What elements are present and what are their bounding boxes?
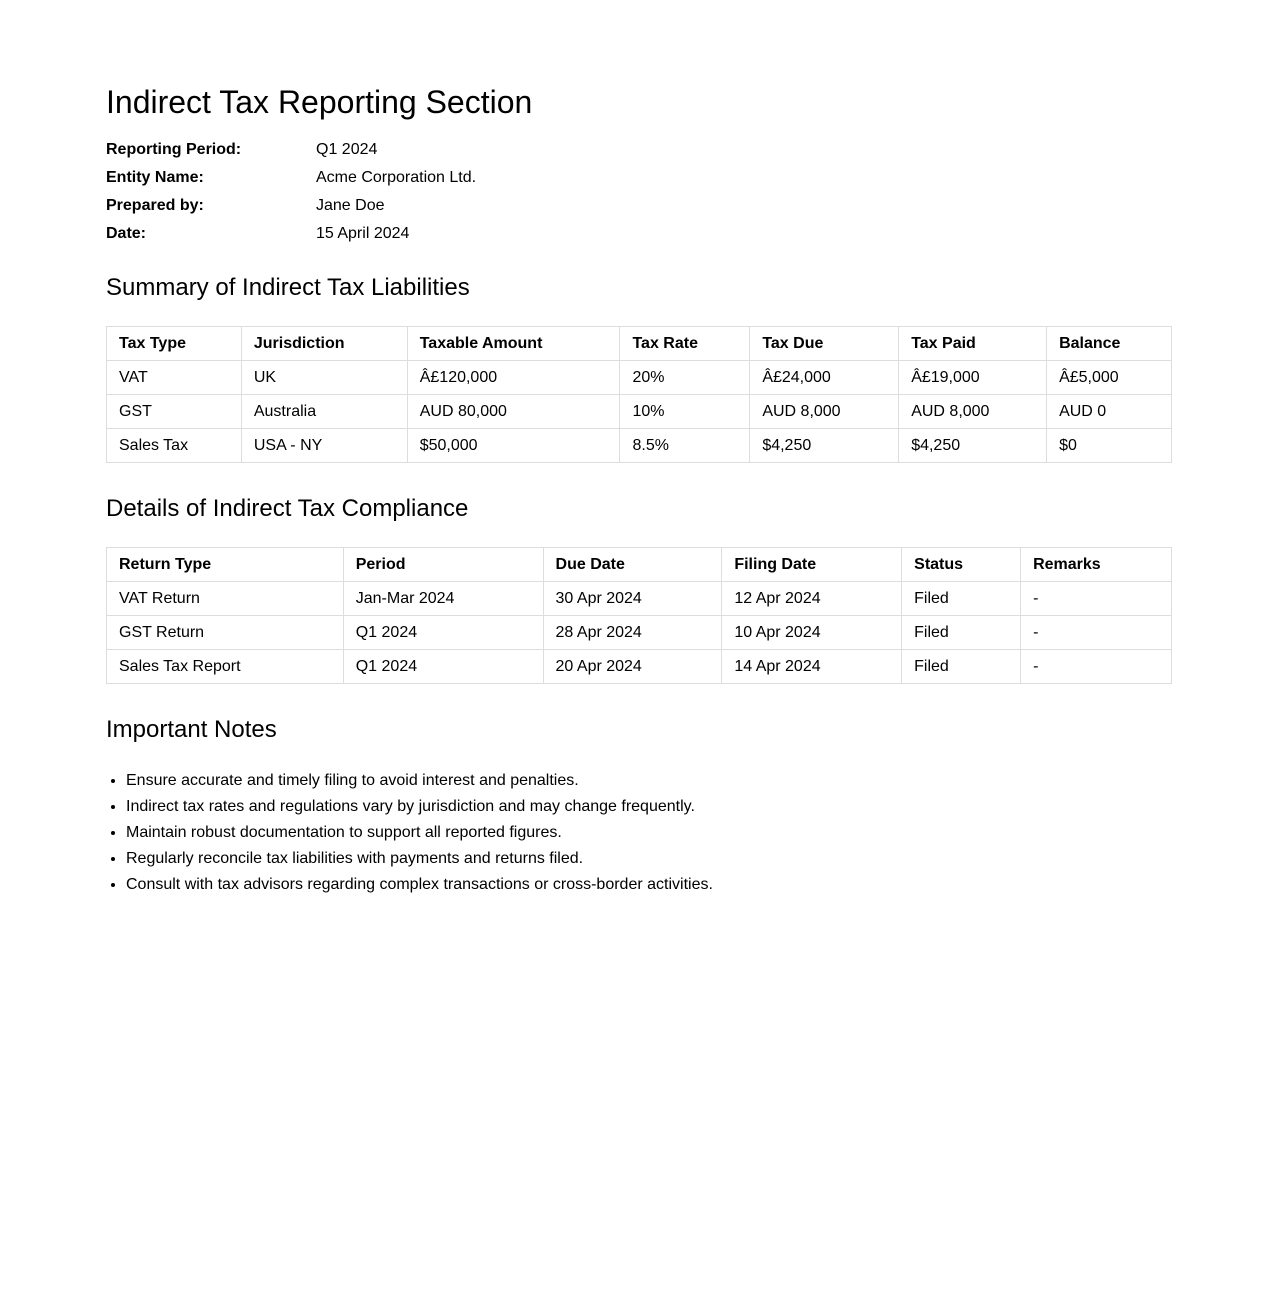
table-cell: $4,250 — [899, 429, 1047, 463]
list-item: • Maintain robust documentation to support all reported figures. — [126, 820, 1172, 846]
compliance-table — [106, 547, 1172, 684]
table-cell: 10 Apr 2024 — [722, 616, 902, 650]
column-header: Status — [902, 548, 1021, 582]
column-header: Period — [343, 548, 543, 582]
table-cell: GST — [107, 395, 242, 429]
table-cell: AUD 80,000 — [407, 395, 620, 429]
column-header: Jurisdiction — [241, 327, 407, 361]
table-cell: 28 Apr 2024 — [543, 616, 722, 650]
list-item: • Indirect tax rates and regulations vary by jurisdiction and may change frequently. — [126, 794, 1172, 820]
table-row — [107, 582, 1172, 616]
meta-value-prepared-by: Jane Doe — [316, 197, 385, 214]
column-header: Return Type — [107, 548, 344, 582]
table-cell: Filed — [902, 616, 1021, 650]
column-header: Taxable Amount — [407, 327, 620, 361]
table-cell: - — [1021, 616, 1172, 650]
column-header: Tax Rate — [620, 327, 750, 361]
compliance-heading: Details of Indirect Tax Compliance — [106, 495, 469, 522]
meta-label-entity-name: Entity Name: — [106, 169, 204, 186]
meta-value-date: 15 April 2024 — [316, 225, 410, 242]
table-cell: 14 Apr 2024 — [722, 650, 902, 684]
column-header: Tax Type — [107, 327, 242, 361]
table-cell: Q1 2024 — [343, 650, 543, 684]
table-row — [107, 395, 1172, 429]
meta-value-reporting-period: Q1 2024 — [316, 141, 378, 158]
table-cell: Sales Tax Report — [107, 650, 344, 684]
table-cell: 20 Apr 2024 — [543, 650, 722, 684]
column-header: Tax Paid — [899, 327, 1047, 361]
table-cell: UK — [241, 361, 407, 395]
list-item: • Consult with tax advisors regarding complex transactions or cross-border activities. — [126, 872, 1172, 898]
meta-label-date: Date: — [106, 225, 147, 242]
liabilities-heading: Summary of Indirect Tax Liabilities — [106, 274, 470, 301]
table-cell: GST Return — [107, 616, 344, 650]
table-header-row — [107, 327, 1172, 361]
table-cell: $4,250 — [750, 429, 899, 463]
list-item: • Regularly reconcile tax liabilities with payments and returns filed. — [126, 846, 1172, 872]
table-cell: 10% — [620, 395, 750, 429]
table-cell: Australia — [241, 395, 407, 429]
table-cell: VAT Return — [107, 582, 344, 616]
table-cell: USA - NY — [241, 429, 407, 463]
column-header: Remarks — [1021, 548, 1172, 582]
notes-list — [106, 768, 1172, 898]
table-cell: Â£120,000 — [407, 361, 620, 395]
table-cell: $0 — [1047, 429, 1172, 463]
report-meta — [106, 140, 1172, 244]
table-cell: AUD 8,000 — [750, 395, 899, 429]
meta-label-prepared-by: Prepared by: — [106, 197, 204, 214]
table-cell: Filed — [902, 582, 1021, 616]
table-cell: Q1 2024 — [343, 616, 543, 650]
meta-value-entity-name: Acme Corporation Ltd. — [316, 169, 477, 186]
meta-label-reporting-period: Reporting Period: — [106, 141, 242, 158]
column-header: Balance — [1047, 327, 1172, 361]
column-header: Due Date — [543, 548, 722, 582]
table-cell: AUD 0 — [1047, 395, 1172, 429]
table-cell: Filed — [902, 650, 1021, 684]
table-cell: Jan-Mar 2024 — [343, 582, 543, 616]
table-row — [107, 616, 1172, 650]
table-cell: AUD 8,000 — [899, 395, 1047, 429]
list-item: • Ensure accurate and timely filing to avoid interest and penalties. — [126, 768, 1172, 794]
liabilities-table — [106, 326, 1172, 463]
notes-heading: Important Notes — [106, 716, 277, 743]
column-header: Filing Date — [722, 548, 902, 582]
table-cell: $50,000 — [407, 429, 620, 463]
table-cell: - — [1021, 650, 1172, 684]
table-cell: 12 Apr 2024 — [722, 582, 902, 616]
table-row — [107, 429, 1172, 463]
column-header: Tax Due — [750, 327, 899, 361]
table-cell: Â£19,000 — [899, 361, 1047, 395]
page-title: Indirect Tax Reporting Section — [106, 84, 533, 120]
table-row — [107, 361, 1172, 395]
table-cell: Â£24,000 — [750, 361, 899, 395]
table-cell: Â£5,000 — [1047, 361, 1172, 395]
table-header-row — [107, 548, 1172, 582]
table-cell: Sales Tax — [107, 429, 242, 463]
table-cell: 8.5% — [620, 429, 750, 463]
table-cell: 30 Apr 2024 — [543, 582, 722, 616]
table-cell: - — [1021, 582, 1172, 616]
table-cell: VAT — [107, 361, 242, 395]
table-row — [107, 650, 1172, 684]
table-cell: 20% — [620, 361, 750, 395]
